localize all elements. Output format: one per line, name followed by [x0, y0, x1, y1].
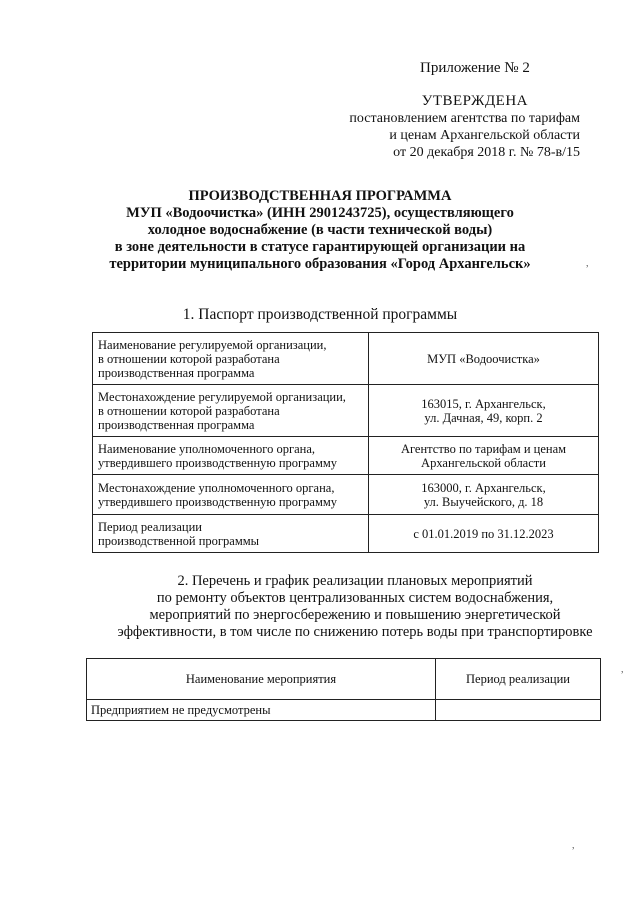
- title-line: в зоне деятельности в статусе гарантирующей организации на: [114, 239, 526, 255]
- section2-heading-line: мероприятий по энергосбережению и повышению энергетической: [149, 607, 561, 623]
- label-line: Местонахождение регулируемой организации,: [98, 389, 346, 404]
- section2-heading-line: эффективности, в том числе по снижению потерь воды при транспортировке: [117, 624, 593, 640]
- table-row: [93, 515, 599, 553]
- label-line: в отношении которой разработана: [98, 351, 280, 366]
- table-row: [93, 437, 599, 475]
- measures-table: [86, 658, 601, 721]
- row-label: [93, 437, 369, 475]
- row-value: [369, 515, 599, 553]
- section2-heading: [60, 573, 640, 641]
- label-line: Период реализации: [98, 519, 202, 534]
- row-value: [369, 475, 599, 515]
- row-value: [369, 385, 599, 437]
- row-label: [93, 515, 369, 553]
- value-line: с 01.01.2019 по 31.12.2023: [413, 526, 554, 541]
- label-line: утвердившего производственную программу: [98, 494, 338, 509]
- passport-table: [92, 332, 599, 553]
- document-title: [100, 188, 540, 273]
- section1-heading: 1. Паспорт производственной программы: [182, 306, 458, 323]
- table-cell: [436, 700, 601, 721]
- row-value: [369, 437, 599, 475]
- resolution-line: и ценам Архангельской области: [389, 128, 580, 143]
- row-label: [93, 333, 369, 385]
- section2-heading-line: по ремонту объектов централизованных систем водоснабжения,: [156, 590, 554, 606]
- label-line: утвердившего производственную программу: [98, 455, 338, 470]
- label-line: производственная программа: [98, 417, 255, 432]
- column-header: Период реализации: [436, 659, 601, 700]
- table-cell: Предприятием не предусмотрены: [87, 700, 436, 721]
- scan-mark: ,: [621, 664, 624, 675]
- column-header: Наименование мероприятия: [87, 659, 436, 700]
- scan-mark: ,: [586, 258, 589, 269]
- row-label: [93, 385, 369, 437]
- value-line: Архангельской области: [421, 455, 546, 470]
- value-line: ул. Дачная, 49, корп. 2: [424, 410, 543, 425]
- value-line: МУП «Водоочистка»: [427, 351, 540, 366]
- approval-heading: УТВЕРЖДЕНА: [421, 93, 528, 109]
- table-row: [93, 385, 599, 437]
- row-value: [369, 333, 599, 385]
- title-line: ПРОИЗВОДСТВЕННАЯ ПРОГРАММА: [188, 188, 452, 204]
- label-line: Наименование уполномоченного органа,: [98, 441, 315, 456]
- table-header-row: [87, 659, 601, 700]
- value-line: ул. Выучейского, д. 18: [423, 494, 544, 509]
- resolution-line: постановлением агентства по тарифам: [349, 111, 580, 126]
- label-line: Местонахождение уполномоченного органа,: [98, 480, 335, 495]
- table-row: [93, 333, 599, 385]
- table-row: [87, 700, 601, 721]
- value-line: Агентство по тарифам и ценам: [400, 441, 567, 456]
- resolution-line: от 20 декабря 2018 г. № 78-в/15: [393, 145, 580, 160]
- appendix-label: Приложение № 2: [420, 60, 530, 76]
- value-line: 163000, г. Архангельск,: [421, 480, 546, 495]
- label-line: производственной программы: [98, 533, 260, 548]
- title-line: холодное водоснабжение (в части технической воды): [147, 222, 493, 238]
- title-line: МУП «Водоочистка» (ИНН 2901243725), осуществляющего: [126, 205, 514, 221]
- scan-mark: ,: [572, 840, 575, 851]
- approval-block: [330, 93, 580, 161]
- section2-heading-line: 2. Перечень и график реализации плановых мероприятий: [177, 573, 533, 589]
- value-line: 163015, г. Архангельск,: [421, 396, 546, 411]
- label-line: в отношении которой разработана: [98, 403, 280, 418]
- label-line: производственная программа: [98, 365, 255, 380]
- row-label: [93, 475, 369, 515]
- title-line: территории муниципального образования «Город Архангельск»: [109, 256, 531, 272]
- label-line: Наименование регулируемой организации,: [98, 337, 327, 352]
- table-row: [93, 475, 599, 515]
